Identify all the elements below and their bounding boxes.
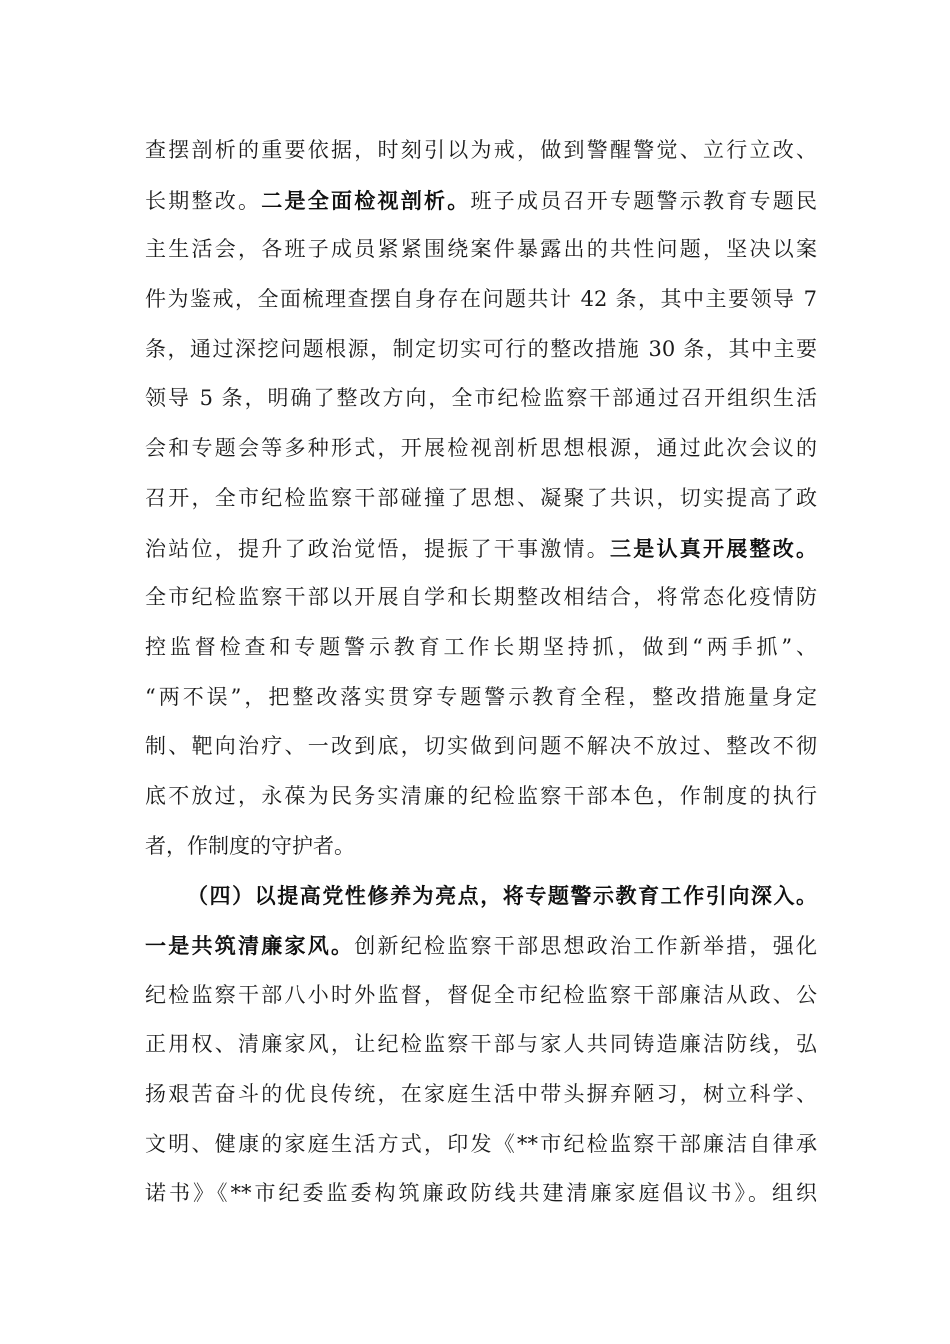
body-text: 召开，全市纪检监察干部碰撞了思想、凝聚了共识，切实提高了政	[145, 485, 817, 510]
text-line	[145, 374, 817, 424]
text-line	[145, 424, 817, 474]
text-line	[145, 772, 817, 822]
text-line	[145, 921, 817, 971]
body-text: 主生活会，各班子成员紧紧围绕案件暴露出的共性问题，坚决以案	[145, 237, 817, 262]
body-text: 治站位，提升了政治觉悟，提振了干事激情。	[145, 536, 610, 561]
body-text: 件为鉴戒，全面梳理查摆自身存在问题共计 42 条，其中主要领导 7	[145, 287, 817, 312]
body-text: 文明、健康的家庭生活方式，印发《**市纪检监察干部廉洁自律承	[145, 1131, 817, 1156]
body-text: 条，通过深挖问题根源，制定切实可行的整改措施 30 条，其中主要	[145, 336, 817, 361]
body-text: 班子成员召开专题警示教育专题民	[470, 188, 817, 213]
bold-heading-text: 一是共筑清廉家风。	[145, 933, 355, 958]
body-text: 诺书》《**市纪委监委构筑廉政防线共建清廉家庭倡议书》。组织	[145, 1181, 817, 1206]
body-text: 纪检监察干部八小时外监督，督促全市纪检监察干部廉洁从政、公	[145, 982, 817, 1007]
text-line	[145, 1070, 817, 1120]
text-line	[145, 1020, 817, 1070]
document-body	[145, 126, 817, 1219]
bold-heading-text: （四）以提高党性修养为亮点，将专题警示教育工作引向深入。	[187, 883, 817, 909]
bold-heading-text: 二是全面检视剖析。	[261, 187, 471, 213]
body-text: 制、靶向治疗、一改到底，切实做到问题不解决不放过、整改不彻	[145, 734, 817, 759]
body-text: “两不误”，把整改落实贯穿专题警示教育全程，整改措施量身定	[145, 684, 817, 709]
text-line	[145, 474, 817, 524]
body-text: 创新纪检监察干部思想政治工作新举措，强化	[354, 934, 817, 958]
text-line	[145, 673, 817, 723]
text-line	[145, 822, 817, 872]
text-line	[145, 524, 817, 574]
text-line	[145, 325, 817, 375]
body-text: 全市纪检监察干部以开展自学和长期整改相结合，将常态化疫情防	[145, 585, 817, 610]
bold-heading-text: 三是认真开展整改。	[610, 535, 817, 561]
text-line	[145, 275, 817, 325]
text-line	[145, 1120, 817, 1170]
body-text: 领导 5 条，明确了整改方向，全市纪检监察干部通过召开组织生活	[145, 386, 817, 411]
text-line	[145, 1169, 817, 1219]
body-text: 长期整改。	[145, 188, 262, 213]
text-line	[145, 225, 817, 275]
body-text: 底不放过，永葆为民务实清廉的纪检监察干部本色，作制度的执行	[145, 783, 817, 808]
body-text: 查摆剖析的重要依据，时刻引以为戒，做到警醒警觉、立行立改、	[145, 138, 817, 162]
text-line	[145, 871, 817, 921]
text-line	[145, 971, 817, 1021]
body-text: 者，作制度的守护者。	[145, 833, 355, 858]
body-text: 控监督检查和专题警示教育工作长期坚持抓，做到“两手抓”、	[145, 634, 817, 659]
text-line	[145, 623, 817, 673]
body-text: 正用权、清廉家风，让纪检监察干部与家人共同铸造廉洁防线，弘	[145, 1032, 817, 1057]
body-text: 扬艰苦奋斗的优良传统，在家庭生活中带头摒弃陋习，树立科学、	[145, 1082, 817, 1107]
text-line	[145, 573, 817, 623]
text-line	[145, 176, 817, 226]
body-text: 会和专题会等多种形式，开展检视剖析思想根源，通过此次会议的	[145, 436, 817, 461]
text-line	[145, 126, 817, 176]
text-line	[145, 722, 817, 772]
